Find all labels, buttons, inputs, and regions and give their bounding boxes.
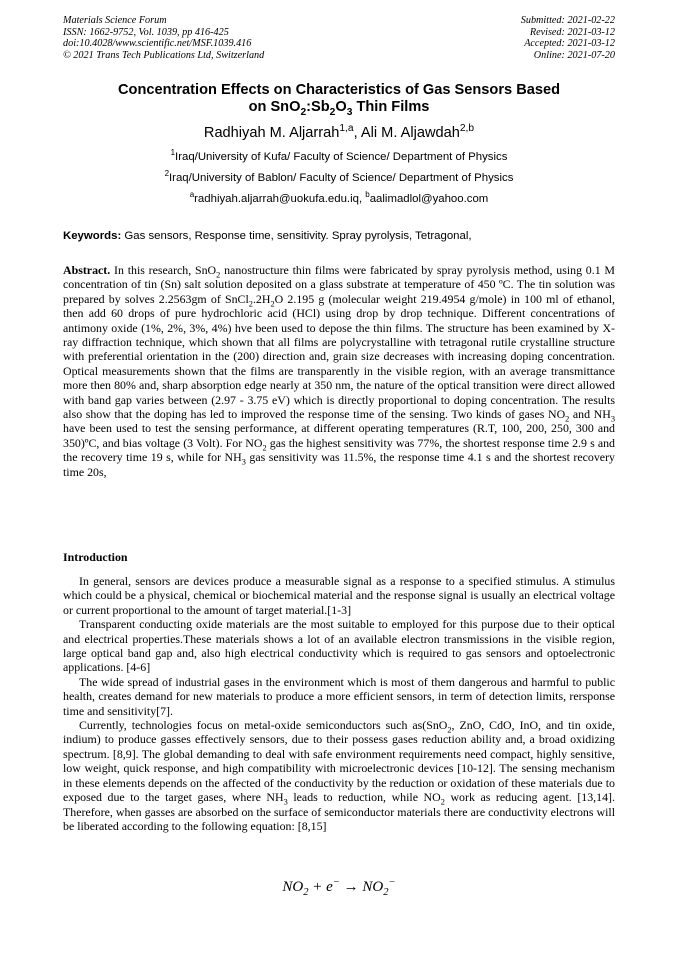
abstract-text: nanostructure thin films were fabricated by spray pyrolysis method, using 0.1 M concentration of tin (Sn) salt solution deposited on a glass substrate at temperature of 450 ºC. The tin solution was prepared by solves 2.2563gm of SnCl [63, 263, 616, 306]
title-sub: 3 [346, 106, 353, 118]
affiliation-2 [63, 169, 615, 184]
title-text: on SnO [248, 99, 301, 115]
intro-paragraph-1: In general, sensors are devices produce a measurable signal as a response to a specified stimulus. A stimulus which could be a physical, chemical or biochemical material and the response signal is usually an electrical voltage or current proportional to the amount of target material.[1-3] [63, 574, 615, 617]
abstract-sub: 2 [270, 299, 275, 309]
paper-title [63, 82, 615, 116]
abstract-text: gas the highest sensitivity was 77%, the shortest response time 2.9 s and the recovery time 19 s, while for NH [63, 435, 615, 465]
equation-1 [0, 879, 678, 896]
title-sub: 2 [300, 106, 307, 118]
intro-sub: 3 [283, 797, 288, 807]
abstract-text: .2H [252, 291, 271, 306]
date-submitted: Submitted: 2021-02-22 [520, 15, 615, 26]
affiliation-text: Iraq/University of Kufa/ Faculty of Science/ Department of Physics [175, 151, 508, 163]
journal-doi: doi:10.4028/www.scientific.net/MSF.1039.416 [63, 38, 252, 50]
abstract-text: In this research, SnO [110, 263, 217, 277]
eq-term: NO [282, 879, 304, 895]
header-right [521, 15, 615, 61]
title-sub: 2 [329, 106, 336, 118]
abstract-text: have been used to test the sensing performance, at different operating temperatures (R.T, 100, 200, 250, 300 and 350)ºC, and bias voltage (3 Volt). For NO [63, 421, 615, 450]
abstract [63, 263, 615, 479]
email-mark: a [189, 190, 195, 200]
affiliation-mark: 1 [170, 148, 176, 158]
author-1-affil: 1,a [339, 123, 354, 135]
title-line-2 [63, 99, 615, 116]
abstract-text: and NH [569, 407, 611, 422]
eq-sub: 2 [303, 887, 309, 898]
abstract-label: Abstract. [63, 263, 111, 277]
affiliation-text: Iraq/University of Bablon/ Faculty of Science/ Department of Physics [169, 172, 514, 184]
keywords [63, 230, 615, 242]
author-2: Ali M. Aljawdah [360, 125, 460, 141]
date-accepted: Accepted: 2021-03-12 [524, 38, 615, 50]
section-heading-introduction: Introduction [63, 550, 128, 564]
intro-paragraph-4 [63, 718, 615, 833]
abstract-sub: 2 [262, 443, 267, 453]
eq-sup: − [388, 877, 396, 888]
affiliation-mark: 2 [164, 169, 170, 179]
eq-arrow: → [339, 879, 363, 895]
title-text: Thin Films [352, 99, 430, 115]
intro-text: , ZnO, CdO, InO, and tin oxide, indium) to produce gasses effectively sensors, due to their possess gases reduction ability and, a broad oxidizing spectrum. [8,9]. The global demanding to deal with safe environment requirements need compact, highly sensitive, low weight, quick response, and high compatibility with microelectronic devices [10-12]. The sensing mechanism in these elements depends on the affected of the conductivity by the reduction or oxidation of these materials due to exposed due to the target gases, where NH [63, 718, 615, 805]
intro-paragraph-2: Transparent conducting oxide materials are the most suitable to employed for this purpose due to their optical and electrical properties.These materials shows a lot of an available electron transmissions in the visible region, large optical band gap and, also high electrical conductivity which is required to gas sensors and optoelectronic applications. [4-6] [63, 617, 615, 675]
keywords-label: Keywords: [63, 230, 122, 242]
date-online: Online: 2021-07-20 [533, 49, 615, 61]
abstract-sub: 2 [565, 414, 570, 424]
email-a[interactable]: radhiyah.aljarrah@uokufa.edu.iq, [194, 193, 366, 205]
intro-text: Currently, technologies focus on metal-oxide semiconductors such as(SnO [79, 718, 448, 733]
title-text: :Sb [306, 99, 330, 115]
intro-paragraph-3: The wide spread of industrial gases in the environment which is most of them dangerous and harmful to public health, creates demand for new materials to produce a more efficient sensors, in term of detection limits, rersponse time and sensitivity[7]. [63, 674, 615, 718]
abstract-text: O 2.195 g (molecular weight 219.4954 g/mole) in 100 ml of ethanol, then add 60 drops of pure hydrochloric acid (HCl) using drop by drop technique. Different concentrations of antimony oxide (1%, 2%, 3%, 4%) hve been used to depose the thin films. The structure has been examined by X-ray diffraction technique, which shown that all films are polycrystalline with tetragonal rutile crystalline structure with preferential orientation in the (200) direction and, grain size decreases with increasing doping concentration. Optical measurements shown that the films are transparently in the visible region, with an average transmittance more then 80% and, sharp absorption edge nearly at 350 nm, the nature of the optical transition were direct allowed with band gap varies between (2.97 - 3.75 eV) which is directly proportional to doping concentration. The results also show that the doping has led to improved the response time of the sensing. Two kinds of gases NO [63, 291, 615, 422]
email-mark: b [365, 190, 370, 200]
abstract-sub: 3 [610, 414, 615, 424]
affiliation-1 [63, 148, 615, 163]
journal-copyright: © 2021 Trans Tech Publications Ltd, Switzerland [63, 49, 265, 61]
title-text: O [335, 99, 347, 115]
email-b[interactable]: aalimadlol@yahoo.com [369, 193, 489, 205]
date-revised: Revised: 2021-03-12 [529, 26, 615, 38]
abstract-sub: 2 [216, 270, 221, 280]
author-emails [63, 190, 615, 205]
abstract-sub: 2 [248, 299, 253, 309]
intro-sub: 2 [440, 797, 445, 807]
author-2-affil: 2,b [459, 123, 475, 135]
eq-term: + e [308, 879, 333, 895]
title-line-1: Concentration Effects on Characteristics of Gas Sensors Based [118, 82, 560, 98]
abstract-text: gas sensitivity was 11.5%, the response time 4.1 s and the shortest recovery time 20s, [63, 450, 615, 479]
author-separator: , [353, 125, 361, 141]
journal-issn: ISSN: 1662-9752, Vol. 1039, pp 416-425 [63, 26, 229, 38]
keywords-text: Gas sensors, Response time, sensitivity. Spray pyrolysis, Tetragonal, [121, 230, 472, 242]
author-list [63, 125, 615, 141]
intro-text: leads to reduction, while NO [287, 790, 441, 805]
abstract-sub: 3 [241, 457, 246, 467]
intro-sub: 2 [447, 725, 452, 735]
eq-term: NO [362, 879, 384, 895]
intro-text: work as reducing agent. [13,14]. Therefore, when gasses are absorbed on the surface of semiconductor materials there are conductivity electrons will be liberated according to the following equation: [8,15] [63, 790, 615, 833]
header-left [63, 15, 264, 61]
author-1: Radhiyah M. Aljarrah [203, 125, 340, 141]
introduction-body [63, 574, 615, 833]
journal-name: Materials Science Forum [63, 15, 167, 26]
eq-sub: 2 [383, 887, 389, 898]
eq-sup: − [332, 877, 340, 888]
